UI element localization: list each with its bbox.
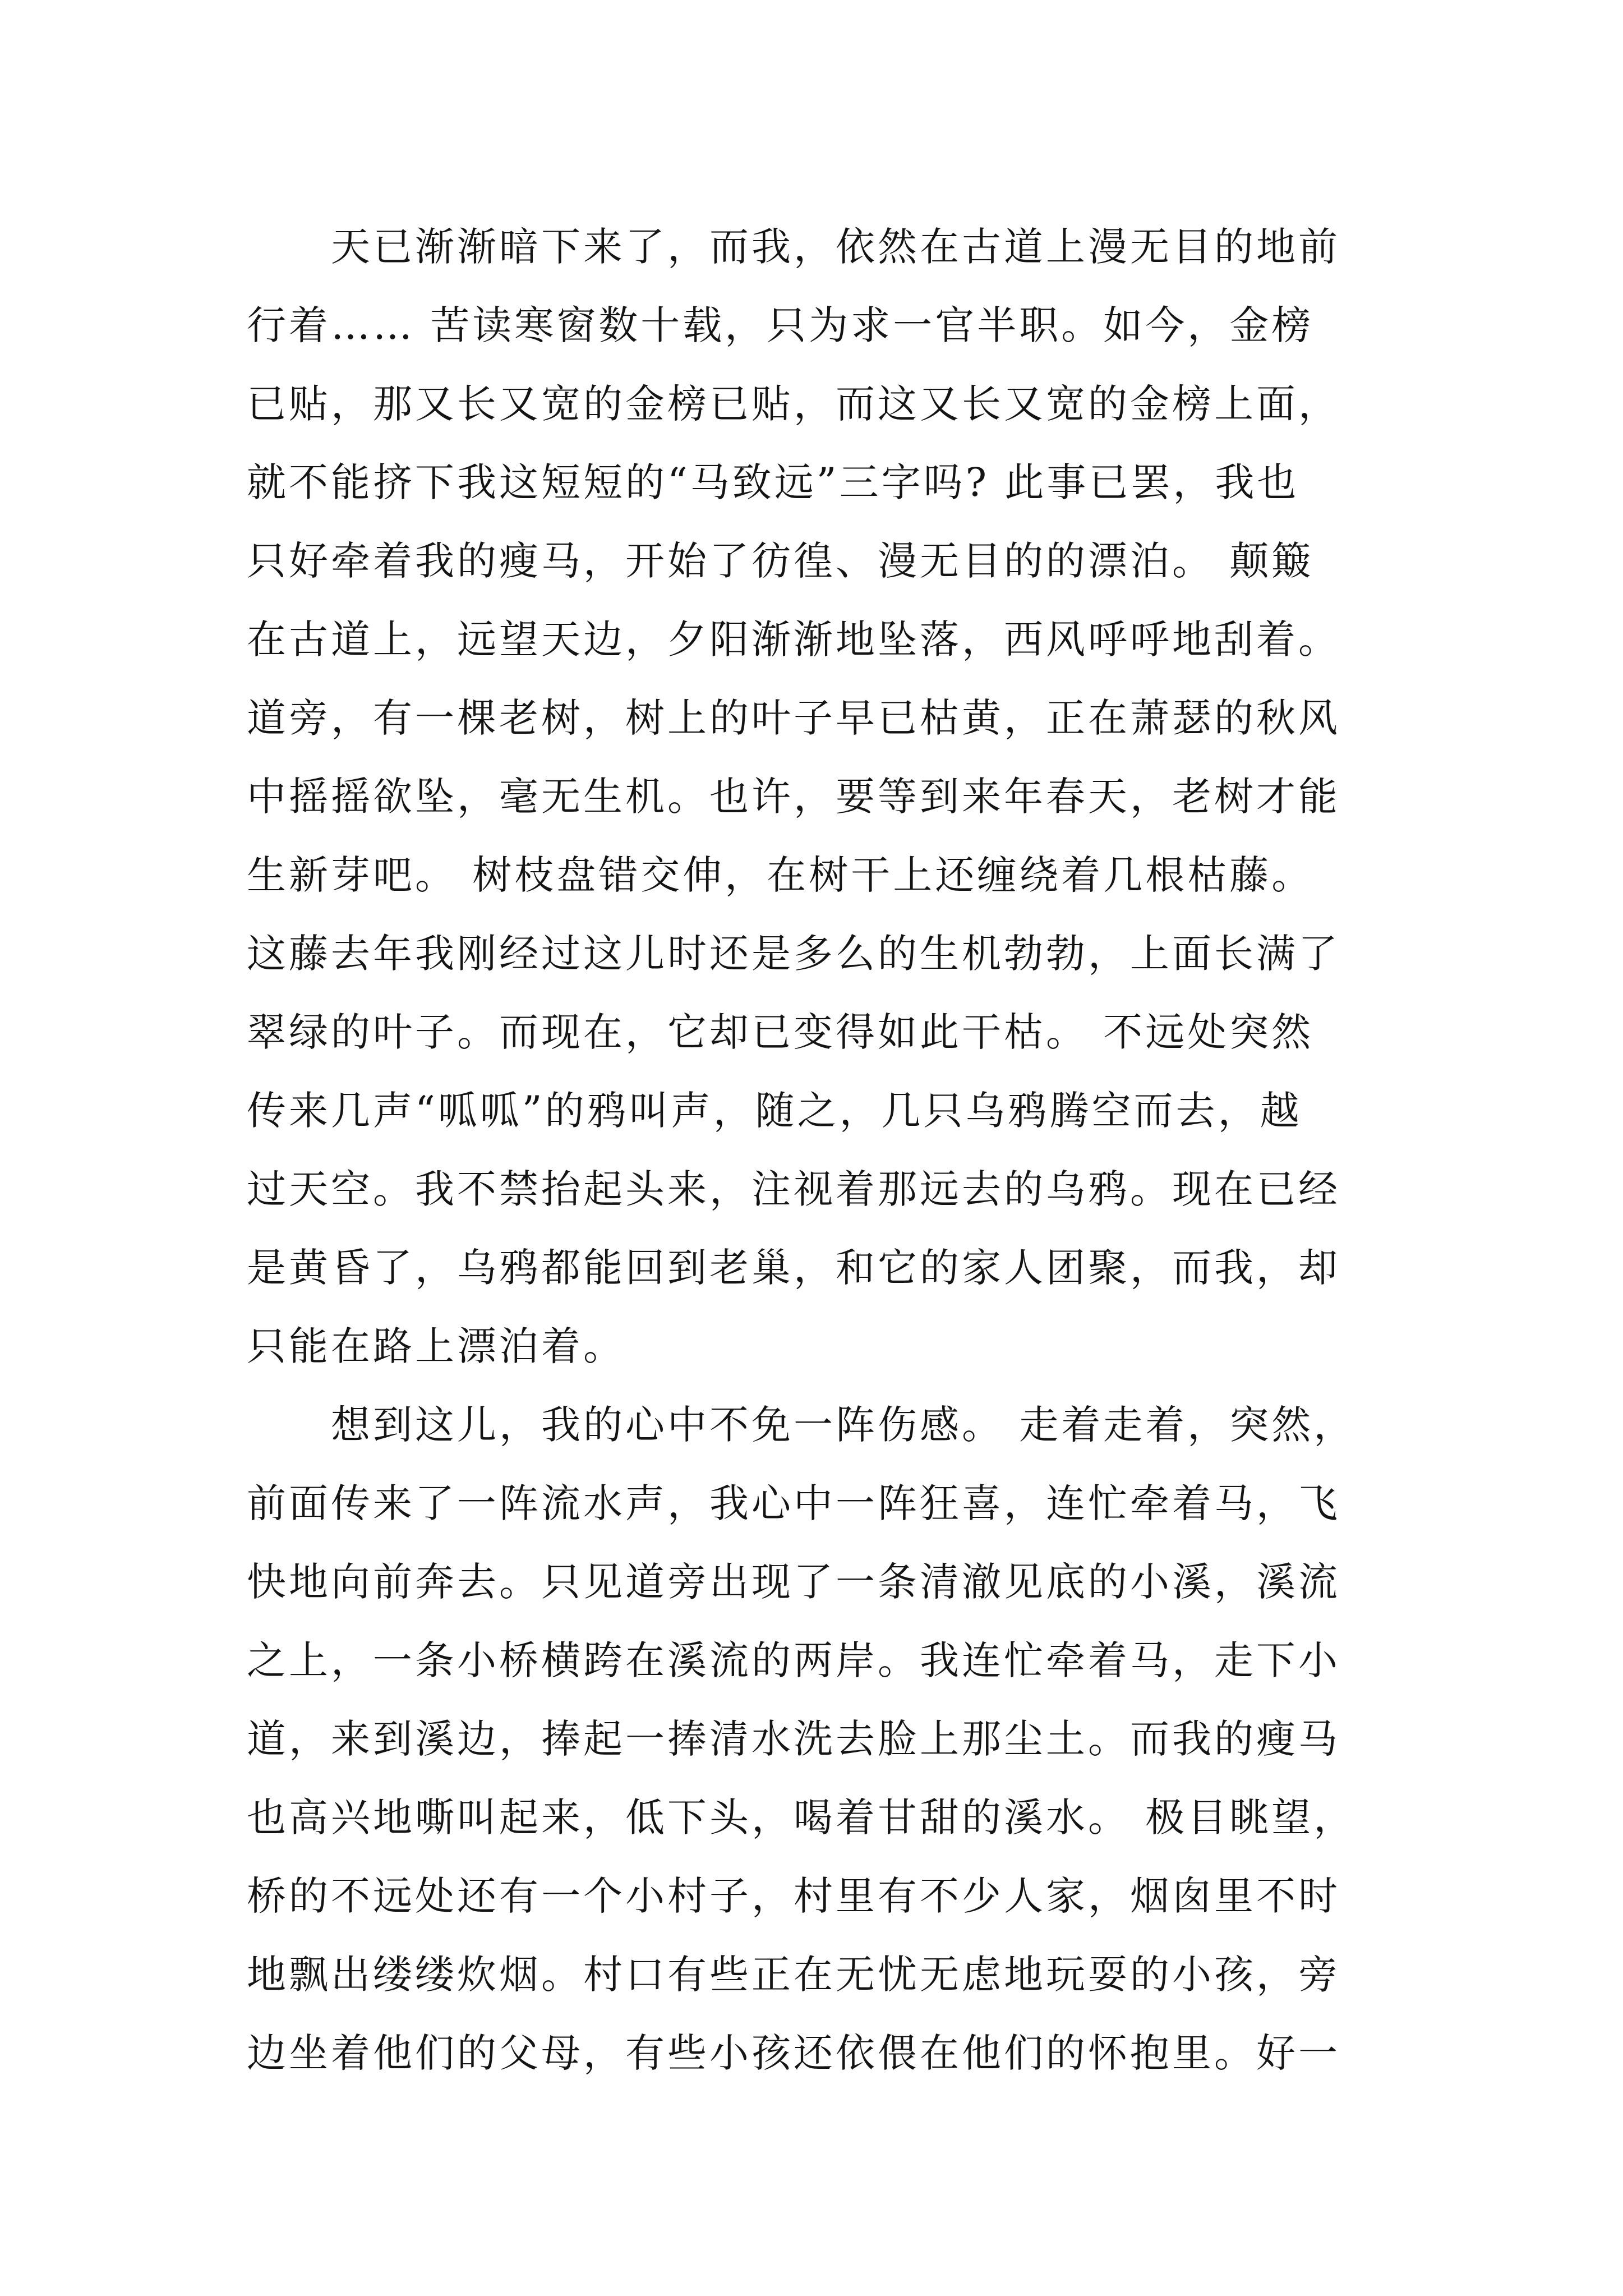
text-line: 这藤去年我刚经过这儿时还是多么的生机勃勃，上面长满了 (247, 931, 1340, 977)
text-line: 想到这儿，我的心中不免一阵伤感。 走着走着，突然， (247, 1402, 1356, 1448)
text-line: 天已渐渐暗下来了，而我，依然在古道上漫无目的地前 (247, 224, 1340, 270)
text-line: 快地向前奔去。只见道旁出现了一条清澈见底的小溪，溪流 (247, 1559, 1340, 1605)
text-line: 道旁，有一棵老树，树上的叶子早已枯黄，正在萧瑟的秋风 (247, 695, 1340, 741)
text-line: 道，来到溪边，捧起一捧清水洗去脸上那尘土。而我的瘦马 (247, 1716, 1340, 1762)
text-line: 传来几声“呱呱”的鸦叫声，随之，几只乌鸦腾空而去，越 (247, 1088, 1302, 1134)
text-line: 也高兴地嘶叫起来，低下头，喝着甘甜的溪水。 极目眺望， (247, 1795, 1356, 1841)
text-line: 行着…… 苦读寒窗数十载，只为求一官半职。如今，金榜 (247, 302, 1314, 348)
text-line: 中摇摇欲坠，毫无生机。也许，要等到来年春天，老树才能 (247, 774, 1340, 820)
text-line: 生新芽吧。 树枝盘错交伸，在树干上还缠绕着几根枯藤。 (247, 852, 1314, 898)
body-text (247, 208, 1402, 2092)
text-line: 桥的不远处还有一个小村子，村里有不少人家，烟囱里不时 (247, 1873, 1340, 1919)
text-line: 前面传来了一阵流水声，我心中一阵狂喜，连忙牵着马，飞 (247, 1480, 1340, 1526)
text-line: 已贴，那又长又宽的金榜已贴，而这又长又宽的金榜上面， (247, 381, 1340, 427)
text-line: 之上，一条小桥横跨在溪流的两岸。我连忙牵着马，走下小 (247, 1637, 1340, 1683)
text-line: 在古道上，远望天边，夕阳渐渐地坠落，西风呼呼地刮着。 (247, 616, 1340, 662)
text-line: 过天空。我不禁抬起头来，注视着那远去的乌鸦。现在已经 (247, 1166, 1340, 1212)
text-line: 地飘出缕缕炊烟。村口有些正在无忧无虑地玩耍的小孩，旁 (247, 1952, 1340, 1998)
text-line: 是黄昏了，乌鸦都能回到老巢，和它的家人团聚，而我，却 (247, 1245, 1340, 1291)
text-line: 只能在路上漂泊着。 (247, 1323, 625, 1369)
text-line: 只好牵着我的瘦马，开始了彷徨、漫无目的的漂泊。 颠簸 (247, 538, 1314, 584)
text-line: 就不能挤下我这短短的“马致远”三字吗? 此事已罢，我也 (247, 459, 1299, 505)
text-line: 翠绿的叶子。而现在，它却已变得如此干枯。 不远处突然 (247, 1009, 1314, 1055)
text-line: 边坐着他们的父母，有些小孩还依偎在他们的怀抱里。好一 (247, 2030, 1340, 2076)
